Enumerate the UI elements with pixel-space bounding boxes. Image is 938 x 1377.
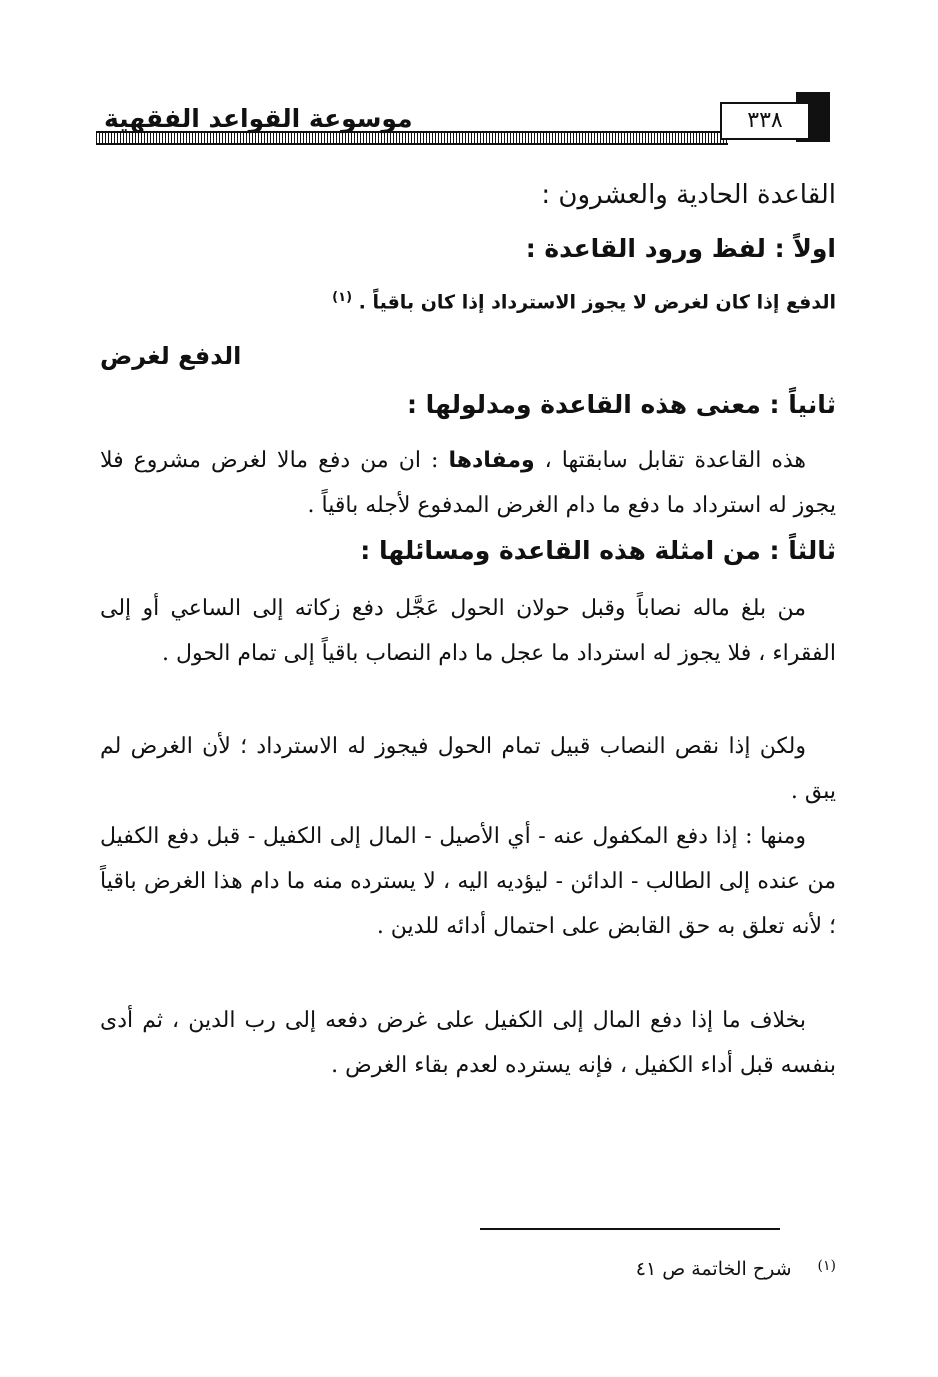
paragraph-text: هذه القاعدة تقابل سابقتها ، [534,448,807,473]
section-3-paragraph-2 [100,724,836,814]
paragraph-text: : ان من دفع مالا لغرض مشروع فلا يجوز له استرداد ما دفع ما دام الغرض المدفوع لأجله باقياً . [100,448,836,518]
footnote-separator [480,1228,780,1230]
book-title: موسوعة القواعد الفقهية [104,104,413,133]
paragraph-bold: ومفادها [448,448,535,473]
page-header [96,98,836,144]
paragraph-text: بخلاف ما إذا دفع المال إلى الكفيل على غرض دفعه إلى رب الدين ، ثم أدى بنفسه قبل أداء الكفيل ، فإنه يسترده لعدم بقاء الغرض . [100,1008,836,1078]
section-3-paragraph-4 [100,998,836,1088]
section-3-paragraph-3 [100,814,836,949]
section-2-title: ثانياً : معنى هذه القاعدة ومدلولها : [406,390,836,419]
paragraph-text: ومنها : إذا دفع المكفول عنه - أي الأصيل - المال إلى الكفيل - قبل دفع الكفيل من عنده إلى الطالب - الدائن - ليؤديه اليه ، لا يسترده منه ما دام هذا الغرض باقياً ؛ لأنه تعلق به حق القابض على احتمال أدائه للدين . [100,824,836,939]
rule-statement-text: الدفع إذا كان لغرض لا يجوز الاسترداد إذا كان باقياً . [358,291,836,314]
section-3-title: ثالثاً : من امثلة هذه القاعدة ومسائلها : [360,536,836,565]
footnote-ref: (١) [332,290,353,305]
section-2-paragraph [100,438,836,528]
rule-heading: القاعدة الحادية والعشرون : [541,180,836,210]
rule-keyword: الدفع لغرض [100,342,242,370]
paragraph-text: ولكن إذا نقص النصاب قبيل تمام الحول فيجوز له الاسترداد ؛ لأن الغرض لم يبق . [100,734,836,804]
page-number: ٣٣٨ [720,102,810,140]
footnote [636,1258,836,1280]
footnote-marker: (١) [817,1258,836,1274]
header-rule [96,131,728,145]
section-1-title: اولاً : لفظ ورود القاعدة : [525,234,836,263]
rule-statement [332,290,836,313]
section-3-paragraph-1 [100,586,836,676]
paragraph-text: من بلغ ماله نصاباً وقبل حولان الحول عَجَّل دفع زكاته إلى الساعي أو إلى الفقراء ، فلا يجوز له استرداد ما عجل ما دام النصاب باقياً إلى تمام الحول . [100,596,836,666]
footnote-text: شرح الخاتمة ص ٤١ [635,1258,792,1280]
